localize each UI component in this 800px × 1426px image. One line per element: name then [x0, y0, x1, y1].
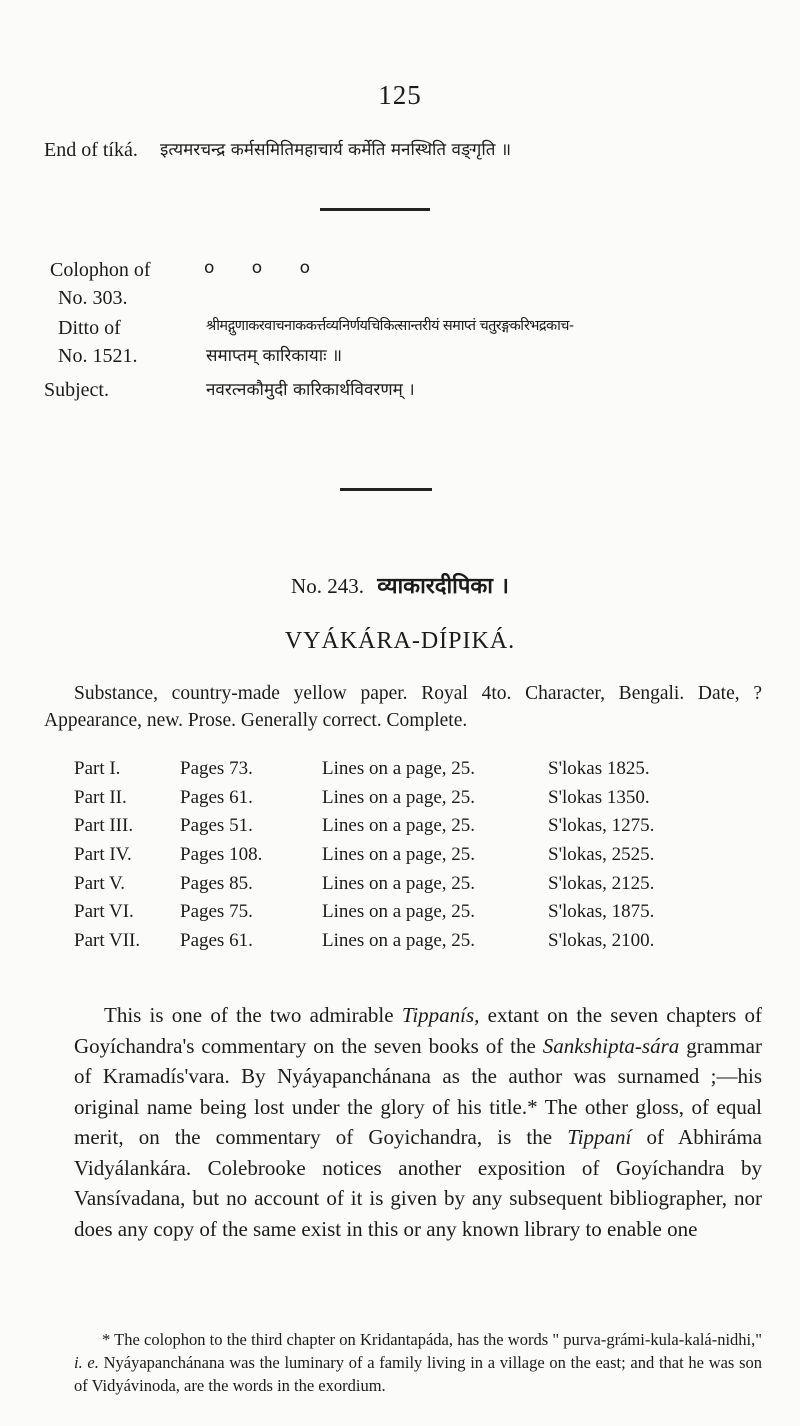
- body-s2: extant on the seven chapters of Goyíchandra's commentary on the seven books of the: [74, 1003, 762, 1058]
- part-cell: Part V.: [74, 872, 126, 894]
- footnote-em: i. e.: [74, 1353, 99, 1372]
- colophon-303-text: o o o: [204, 258, 327, 278]
- parts-row: [74, 784, 654, 813]
- lines-cell: Lines on a page, 25.: [322, 901, 476, 923]
- part-cell: Part III.: [74, 815, 134, 837]
- lines-cell: Lines on a page, 25.: [322, 815, 476, 837]
- subject-label: Subject.: [44, 379, 109, 401]
- end-of-tika-label: End of tíká.: [44, 139, 138, 161]
- lines-cell: Lines on a page, 25.: [322, 786, 476, 808]
- parts-row: [74, 755, 654, 784]
- subject-text: नवरत्नकौमुदी कारिकार्थविवरणम् ।: [206, 380, 415, 400]
- colophon-303-entry: [44, 258, 764, 318]
- slokas-cell: S'lokas 1350.: [548, 786, 650, 808]
- slokas-cell: S'lokas, 2100.: [548, 929, 655, 951]
- lines-cell: Lines on a page, 25.: [322, 844, 476, 866]
- part-cell: Part I.: [74, 758, 121, 780]
- section-rule-bottom: [340, 488, 432, 491]
- footnote: [74, 1328, 762, 1397]
- ditto-1521-label-line1: Ditto of: [58, 317, 121, 339]
- slokas-cell: S'lokas, 2525.: [548, 844, 655, 866]
- ditto-1521-entry: [44, 316, 764, 376]
- parts-row: [74, 812, 654, 841]
- body-paragraph: [74, 1000, 762, 1244]
- body-text: [74, 1000, 762, 1244]
- parts-row: [74, 898, 654, 927]
- parts-row: [74, 869, 654, 898]
- footnote-f1: * The colophon to the third chapter on Kridantapáda, has the words " purva-grámi-kula-kalá-nidhi,": [102, 1330, 762, 1349]
- ditto-1521-text-line2: समाप्तम् कारिकायाः ॥: [206, 346, 343, 366]
- subject-entry: [44, 378, 764, 406]
- record-devanagari-title: व्याकारदीपिका ।: [377, 574, 509, 599]
- body-s1: This is one of the two admirable: [104, 1003, 402, 1027]
- part-cell: Part VII.: [74, 929, 141, 951]
- parts-table-body: [74, 755, 654, 955]
- parts-row: [74, 841, 654, 870]
- slokas-cell: S'lokas, 2125.: [548, 872, 655, 894]
- pages-cell: Pages 61.: [180, 786, 253, 808]
- lines-cell: Lines on a page, 25.: [322, 758, 476, 780]
- body-s4: of Abhiráma Vidyálankára. Colebrooke notices another exposition of Goyíchandra by Vansívadana, but no account of it is given by any subsequent bibliographer, nor does any copy of the same exist in this or any known library to enable one: [74, 1125, 762, 1241]
- body-em-tippani: Tippaní: [567, 1125, 632, 1149]
- record-number: No. 243.: [291, 574, 364, 598]
- pages-cell: Pages 73.: [180, 758, 253, 780]
- lines-cell: Lines on a page, 25.: [322, 872, 476, 894]
- colophon-303-label-line2: No. 303.: [58, 287, 128, 309]
- pages-cell: Pages 108.: [180, 844, 263, 866]
- colophon-303-label-line1: Colophon of: [50, 259, 151, 281]
- section-rule-top: [320, 208, 430, 211]
- body-s3: grammar of Kramadís'vara. By Nyáyapanchánana as the author was surnamed ;—his original name being lost under the glory of his title.* The other gloss, of equal merit, on the commentary of Goyichandra, is the: [74, 1033, 762, 1149]
- slokas-cell: S'lokas 1825.: [548, 758, 650, 780]
- end-of-tika-text: इत्यमरचन्द्र कर्मसमितिमहाचार्य कर्मेति मनस्थिति वङ्गृति ॥: [160, 140, 512, 160]
- footnote-f2: Nyáyapanchánana was the luminary of a family living in a village on the east; and that he was son of Vidyávinoda, are the words in the exordium.: [74, 1353, 762, 1395]
- ditto-1521-text-line1: श्रीमद्गुणाकरवाचनाककर्त्तव्यनिर्णयचिकित्सान्तरीयं समाप्तं चतुरङ्गकरिभद्रकाच-: [206, 318, 574, 334]
- body-em-sankshipta: Sankshipta-sára: [542, 1033, 680, 1058]
- record-description: Substance, country-made yellow paper. Royal 4to. Character, Bengali. Date, ? Appearance, new. Prose. Generally correct. Complete.: [44, 683, 762, 731]
- lines-cell: Lines on a page, 25.: [322, 929, 476, 951]
- pages-cell: Pages 75.: [180, 901, 253, 923]
- part-cell: Part VI.: [74, 901, 134, 923]
- body-em-tippanis: Tippanís,: [401, 1003, 480, 1027]
- parts-table: [74, 755, 654, 955]
- slokas-cell: S'lokas, 1875.: [548, 901, 655, 923]
- page-number: 125: [378, 80, 422, 110]
- part-cell: Part II.: [74, 786, 127, 808]
- part-cell: Part IV.: [74, 844, 132, 866]
- pages-cell: Pages 85.: [180, 872, 253, 894]
- parts-row: [74, 927, 654, 956]
- slokas-cell: S'lokas, 1275.: [548, 815, 655, 837]
- pages-cell: Pages 51.: [180, 815, 253, 837]
- record-title: VYÁKÁRA-DÍPIKÁ.: [284, 628, 516, 654]
- pages-cell: Pages 61.: [180, 929, 253, 951]
- record-header: [0, 570, 800, 600]
- ditto-1521-label-line2: No. 1521.: [58, 345, 138, 367]
- end-of-tika-entry: [44, 138, 764, 166]
